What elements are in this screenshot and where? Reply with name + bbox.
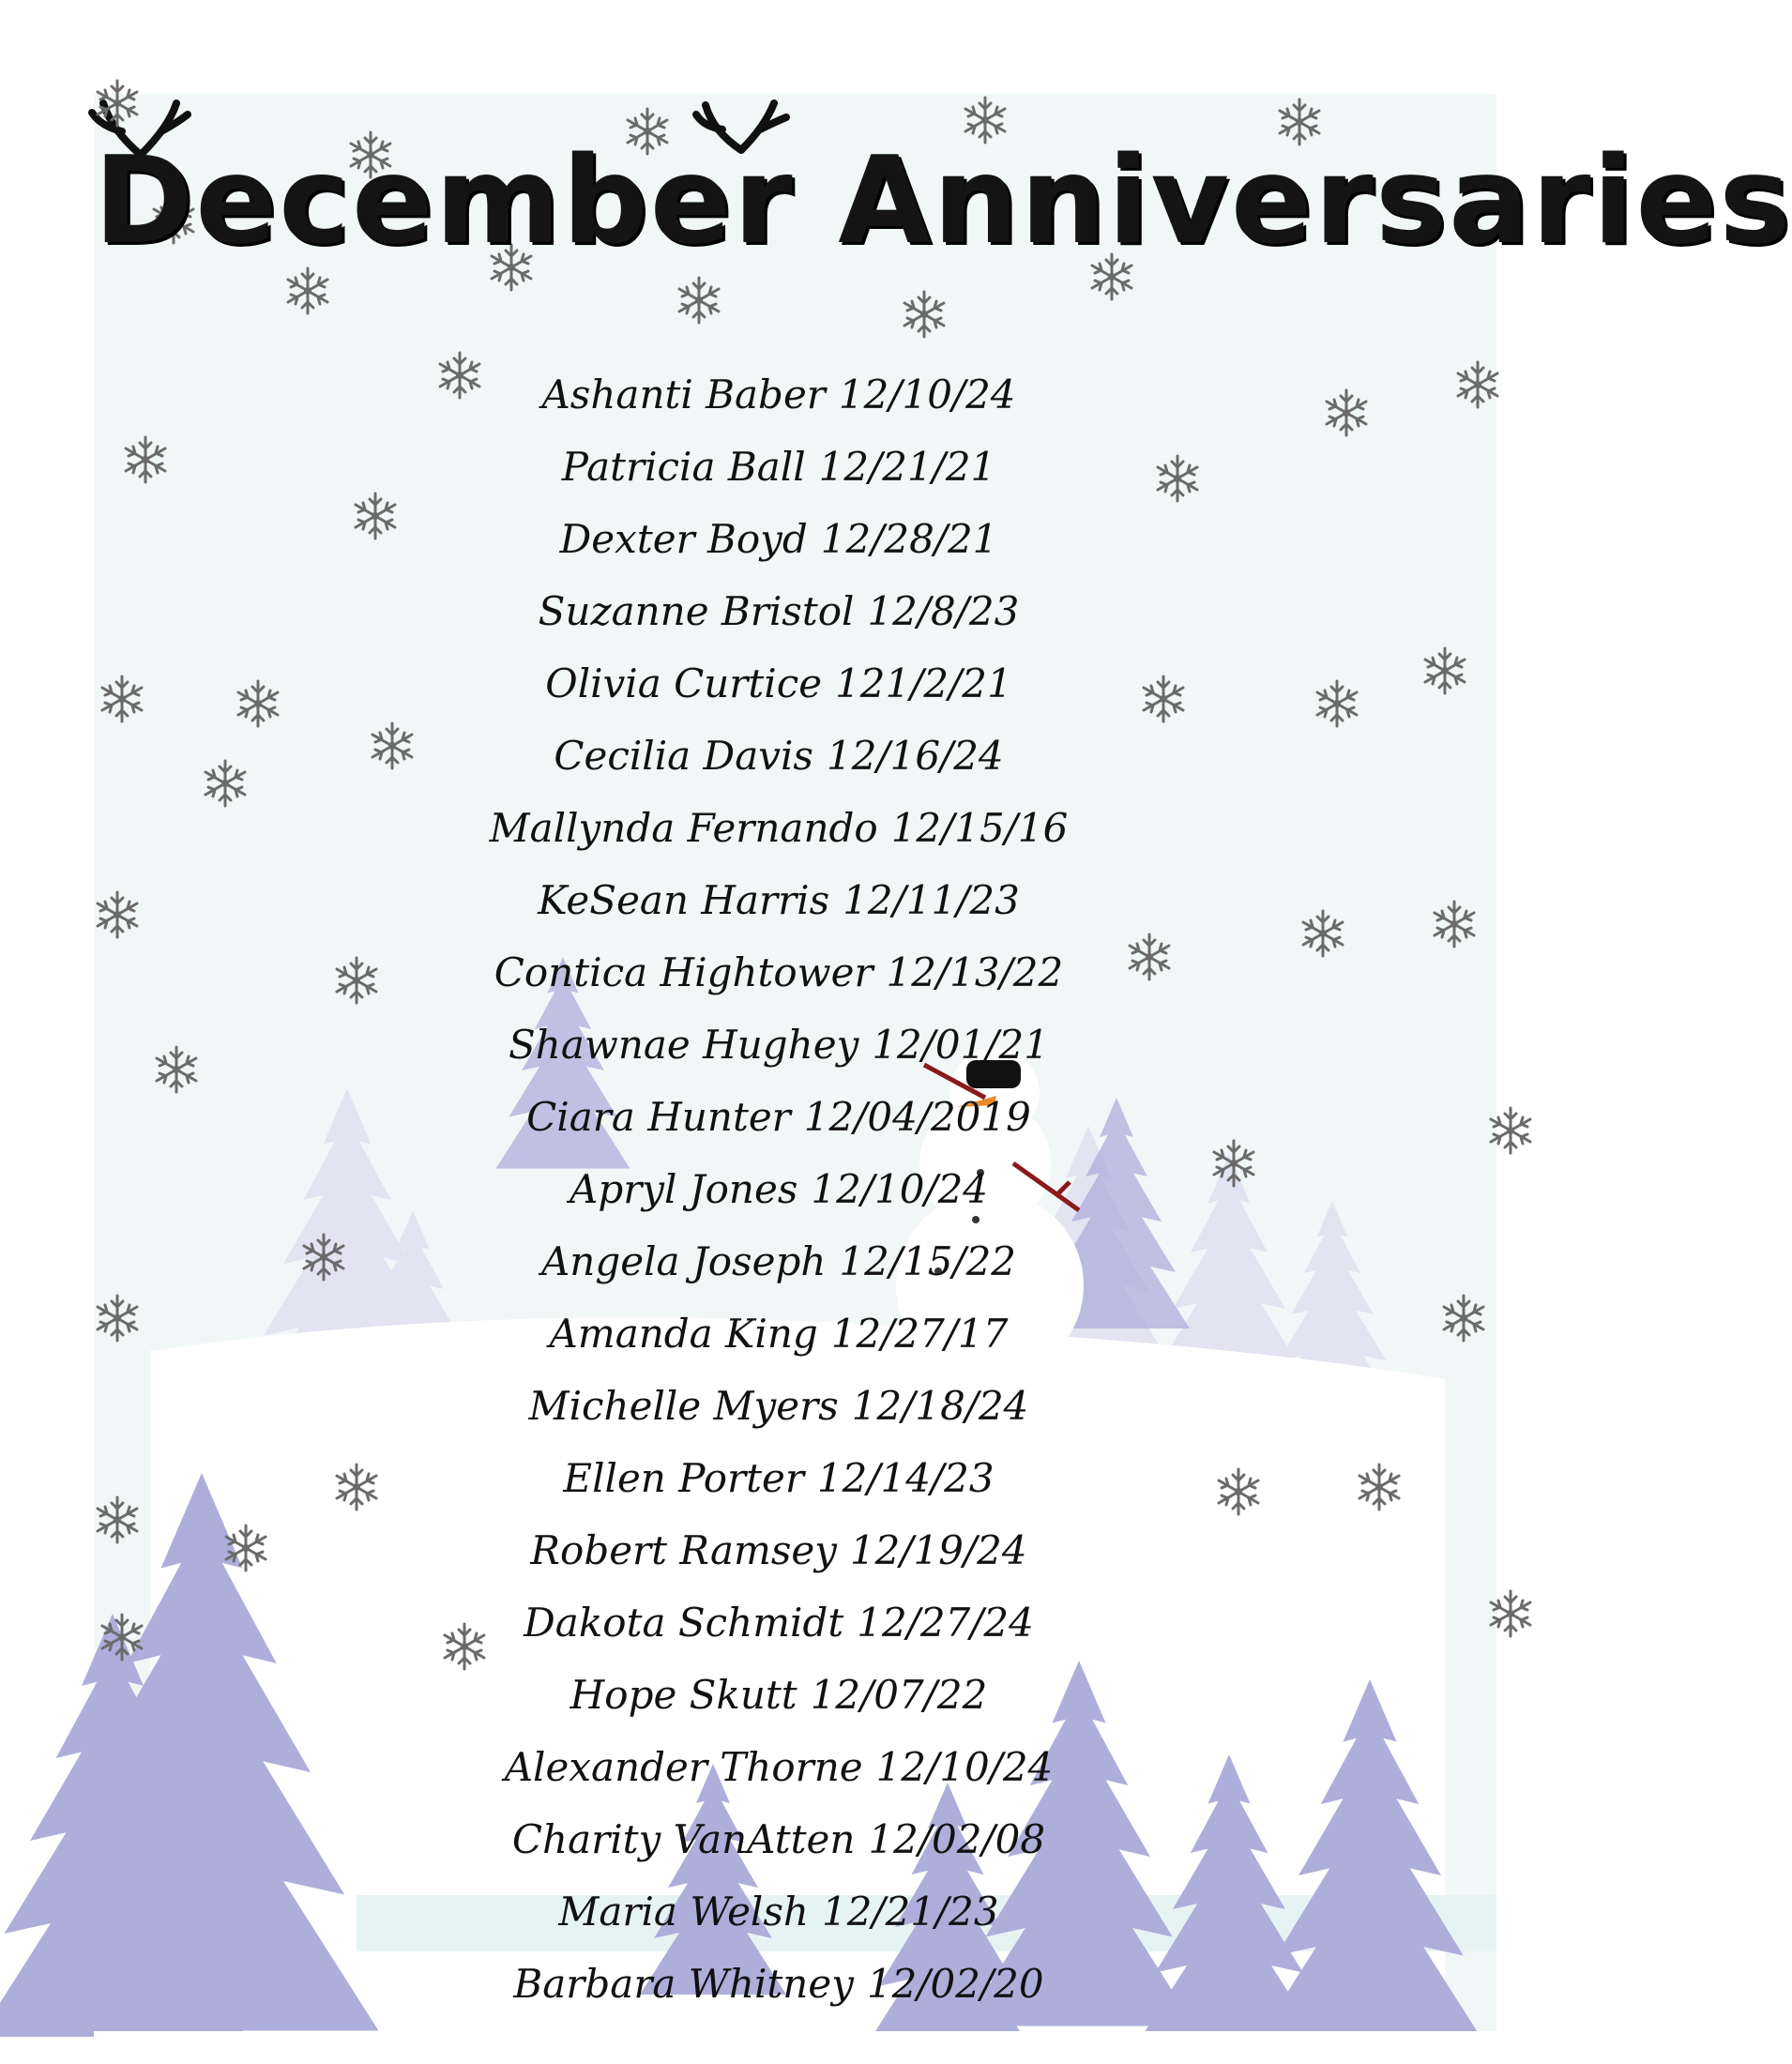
list-item [0, 720, 1557, 792]
employee-name: Suzanne Bristol [538, 588, 855, 634]
anniversary-date: 12/02/08 [868, 1816, 1046, 1862]
list-item [0, 936, 1557, 1009]
list-item [0, 1875, 1557, 1948]
anniversary-date: 12/8/23 [867, 588, 1020, 634]
list-item [0, 1442, 1557, 1514]
list-item [0, 1731, 1557, 1803]
employee-name: Apryl Jones [569, 1166, 798, 1212]
employee-name: Shawnae Hughey [509, 1022, 859, 1068]
anniversary-date: 12/07/22 [810, 1672, 988, 1718]
employee-name: Ciara Hunter [526, 1094, 791, 1140]
list-item [0, 1370, 1557, 1442]
anniversary-date: 12/28/21 [820, 516, 998, 562]
employee-name: Cecilia Davis [554, 733, 813, 779]
employee-name: Maria Welsh [558, 1889, 809, 1935]
anniversary-date: 12/16/24 [827, 733, 1004, 779]
list-item [0, 1659, 1557, 1731]
anniversary-date: 12/15/16 [890, 805, 1069, 851]
list-item [0, 1514, 1557, 1586]
anniversary-date: 12/02/20 [866, 1961, 1044, 2007]
list-item [0, 647, 1557, 720]
anniversary-list [0, 358, 1557, 2020]
employee-name: Contica Hightower [494, 949, 873, 995]
list-item [0, 1803, 1557, 1875]
anniversary-date: 12/11/23 [843, 877, 1020, 923]
list-item [0, 1225, 1557, 1298]
anniversary-date: 12/13/22 [886, 949, 1064, 995]
employee-name: Dakota Schmidt [524, 1600, 844, 1646]
list-item [0, 575, 1557, 647]
employee-name: Dexter Boyd [559, 516, 808, 562]
employee-name: Robert Ramsey [530, 1527, 837, 1573]
employee-name: Amanda King [549, 1311, 818, 1357]
anniversary-date: 12/19/24 [849, 1527, 1027, 1573]
list-item [0, 864, 1557, 936]
employee-name: Patricia Ball [561, 444, 806, 490]
list-item [0, 1153, 1557, 1225]
employee-name: Olivia Curtice [545, 660, 823, 706]
anniversary-date: 12/14/23 [816, 1455, 995, 1501]
anniversary-date: 12/04/2019 [803, 1094, 1031, 1140]
list-item [0, 358, 1557, 431]
employee-name: Charity VanAtten [511, 1816, 856, 1862]
anniversary-date: 12/01/21 [872, 1022, 1049, 1068]
anniversary-date: 12/27/17 [830, 1311, 1009, 1357]
anniversary-date: 12/10/24 [838, 372, 1016, 417]
employee-name: Ellen Porter [563, 1455, 804, 1501]
list-item [0, 1009, 1557, 1081]
list-item [0, 431, 1557, 503]
anniversary-date: 12/10/24 [875, 1744, 1054, 1790]
employee-name: Mallynda Fernando [489, 805, 878, 851]
anniversary-date: 12/27/24 [857, 1600, 1034, 1646]
anniversary-date: 121/2/21 [835, 660, 1012, 706]
employee-name: Ashanti Baber [541, 372, 826, 417]
employee-name: KeSean Harris [538, 877, 830, 923]
list-item [0, 1948, 1557, 2020]
anniversary-date: 12/21/21 [818, 444, 996, 490]
anniversary-date: 12/21/23 [821, 1889, 999, 1935]
anniversary-date: 12/18/24 [851, 1383, 1029, 1429]
employee-name: Michelle Myers [528, 1383, 839, 1429]
anniversary-date: 12/15/22 [839, 1238, 1017, 1284]
employee-name: Barbara Whitney [513, 1961, 854, 2007]
employee-name: Hope Skutt [569, 1672, 797, 1718]
anniversary-date: 12/10/24 [811, 1166, 989, 1212]
list-item [0, 1081, 1557, 1153]
employee-name: Angela Joseph [540, 1238, 827, 1284]
list-item [0, 1586, 1557, 1659]
page-title: December Anniversaries [94, 131, 1792, 271]
list-item [0, 792, 1557, 864]
list-item [0, 503, 1557, 575]
employee-name: Alexander Thorne [504, 1744, 863, 1790]
list-item [0, 1298, 1557, 1370]
